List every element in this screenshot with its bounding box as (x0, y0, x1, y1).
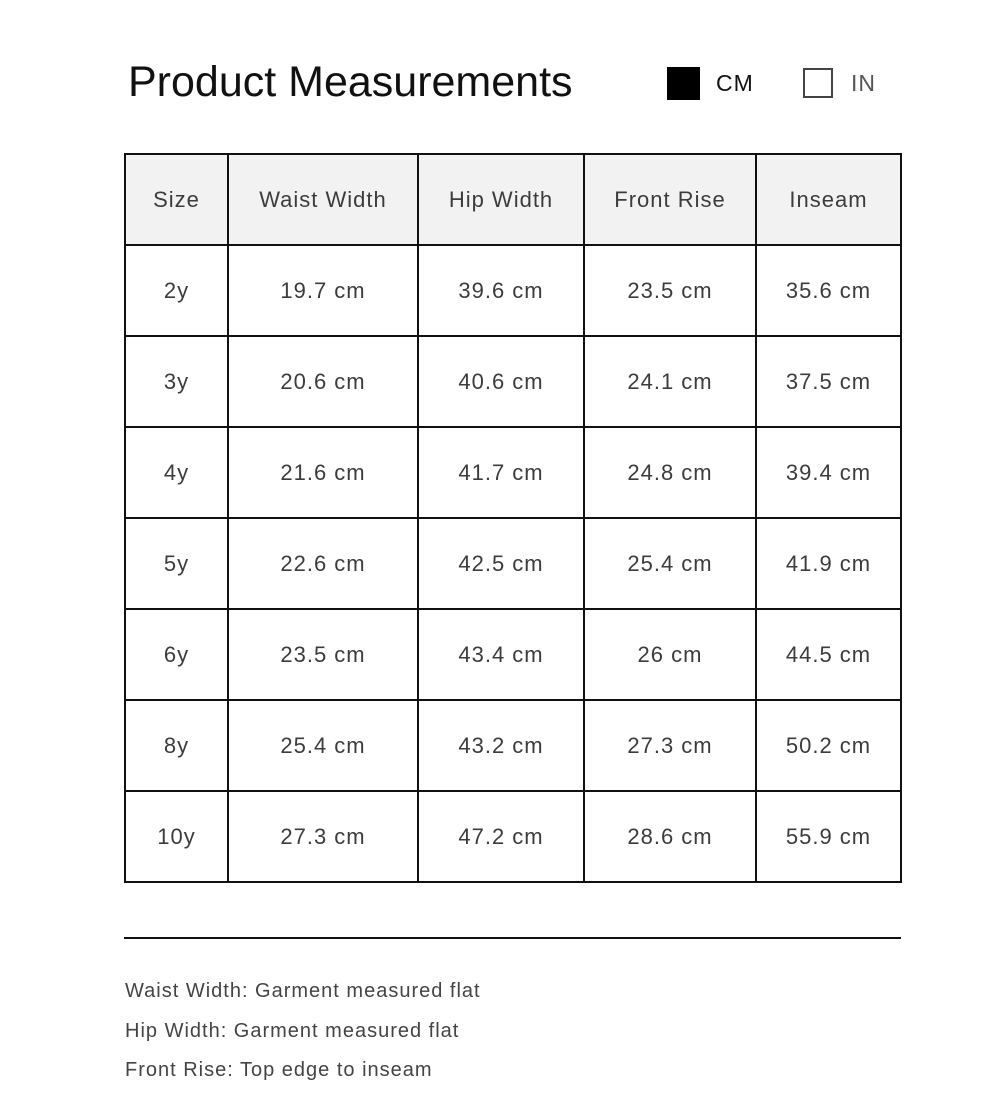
front-rise-cell: 26 cm (584, 609, 756, 700)
column-header-waist-width: Waist Width (228, 154, 418, 245)
size-cell: 4y (125, 427, 228, 518)
waist-width-cell: 19.7 cm (228, 245, 418, 336)
hip-width-cell: 43.4 cm (418, 609, 584, 700)
table-row (125, 245, 901, 336)
note-waist-width: Waist Width: Garment measured flat (125, 980, 481, 1002)
table-row (125, 700, 901, 791)
checkbox-checked-icon[interactable] (667, 67, 700, 100)
front-rise-cell: 25.4 cm (584, 518, 756, 609)
inseam-cell: 37.5 cm (756, 336, 901, 427)
waist-width-cell: 21.6 cm (228, 427, 418, 518)
hip-width-cell: 42.5 cm (418, 518, 584, 609)
table-row (125, 427, 901, 518)
table-row (125, 336, 901, 427)
page-title: Product Measurements (128, 58, 573, 106)
waist-width-cell: 22.6 cm (228, 518, 418, 609)
size-cell: 2y (125, 245, 228, 336)
inseam-cell: 50.2 cm (756, 700, 901, 791)
front-rise-cell: 23.5 cm (584, 245, 756, 336)
front-rise-cell: 24.1 cm (584, 336, 756, 427)
inseam-cell: 35.6 cm (756, 245, 901, 336)
inseam-cell: 41.9 cm (756, 518, 901, 609)
front-rise-cell: 27.3 cm (584, 700, 756, 791)
note-front-rise: Front Rise: Top edge to inseam (125, 1059, 433, 1081)
unit-label-cm: CM (716, 70, 754, 96)
table-header-row (125, 154, 901, 245)
hip-width-cell: 43.2 cm (418, 700, 584, 791)
inseam-cell: 44.5 cm (756, 609, 901, 700)
size-cell: 5y (125, 518, 228, 609)
hip-width-cell: 40.6 cm (418, 336, 584, 427)
table-row (125, 609, 901, 700)
divider (124, 937, 901, 939)
note-hip-width: Hip Width: Garment measured flat (125, 1019, 460, 1042)
size-cell: 6y (125, 609, 228, 700)
waist-width-cell: 23.5 cm (228, 609, 418, 700)
table-row (125, 518, 901, 609)
hip-width-cell: 41.7 cm (418, 427, 584, 518)
waist-width-cell: 27.3 cm (228, 791, 418, 882)
table-row (125, 791, 901, 882)
measurements-header (125, 52, 900, 112)
column-header-hip-width: Hip Width (418, 154, 584, 245)
hip-width-cell: 47.2 cm (418, 791, 584, 882)
front-rise-cell: 24.8 cm (584, 427, 756, 518)
unit-option-in[interactable] (803, 66, 876, 100)
front-rise-cell: 28.6 cm (584, 791, 756, 882)
size-cell: 3y (125, 336, 228, 427)
column-header-size: Size (125, 154, 228, 245)
unit-option-cm[interactable] (667, 66, 754, 100)
hip-width-cell: 39.6 cm (418, 245, 584, 336)
size-cell: 8y (125, 700, 228, 791)
size-cell: 10y (125, 791, 228, 882)
waist-width-cell: 20.6 cm (228, 336, 418, 427)
column-header-front-rise: Front Rise (584, 154, 756, 245)
inseam-cell: 55.9 cm (756, 791, 901, 882)
measurements-table (124, 153, 902, 883)
checkbox-unchecked-icon[interactable] (803, 68, 833, 98)
column-header-inseam: Inseam (756, 154, 901, 245)
waist-width-cell: 25.4 cm (228, 700, 418, 791)
inseam-cell: 39.4 cm (756, 427, 901, 518)
measurement-notes (125, 972, 481, 1091)
unit-label-in: IN (851, 70, 876, 96)
